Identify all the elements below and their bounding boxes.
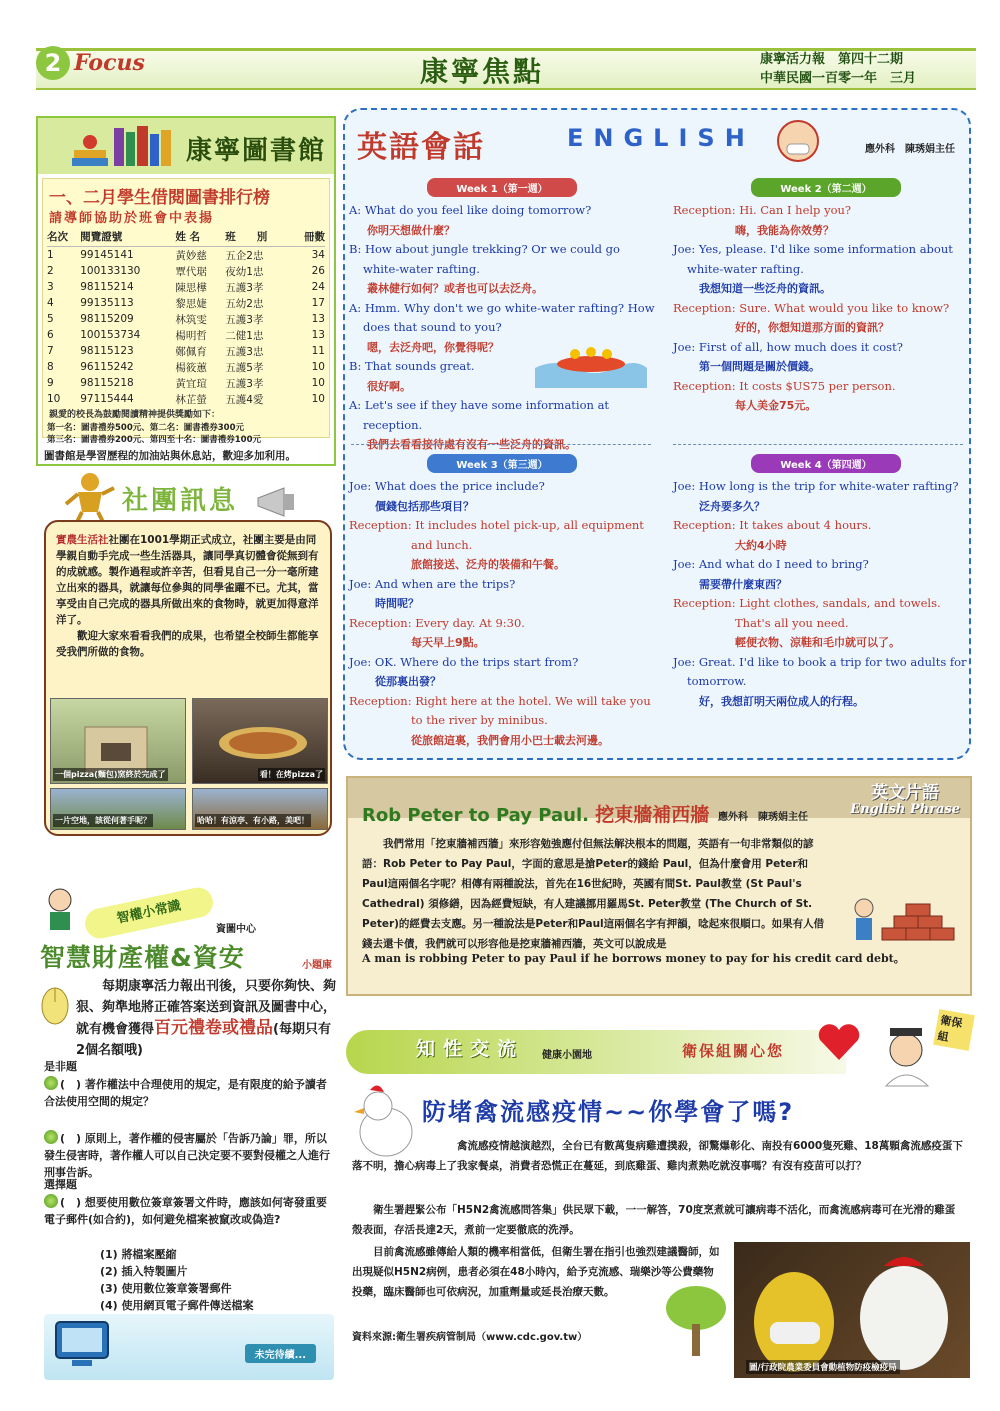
ranking-header-row	[47, 227, 325, 247]
week-3-lines	[349, 477, 655, 750]
ranking-cell: 楊筱蕙	[175, 361, 207, 374]
health-section	[346, 1010, 972, 1388]
dialogue-line: 我想知道一些泛舟的資訊。	[699, 282, 831, 295]
ranking-column-header: 閱覽證號	[80, 227, 175, 247]
dialogue-line: 每天早上9點。	[411, 636, 485, 649]
club-photo-field	[50, 788, 186, 830]
phrase-tag	[850, 784, 960, 817]
photo-caption-2: 看！在烤pizza了	[259, 770, 323, 779]
phrase-title-cn: 挖東牆補西牆	[595, 804, 710, 826]
ranking-cell: 10	[311, 393, 325, 405]
dialogue-line: 你明天想做什麼？	[367, 223, 455, 237]
ranking-cell: 24	[311, 281, 325, 293]
week-2-lines	[673, 201, 979, 416]
ranking-cell: 黎思婕	[175, 297, 207, 310]
phrase-tag-en: English Phrase	[850, 802, 960, 817]
ranking-cell: 97115444	[80, 393, 134, 405]
ranking-column-header: 姓 名	[175, 227, 225, 247]
quiz-author: 小題庫	[302, 960, 332, 971]
ranking-cell: 98115123	[80, 345, 134, 357]
ranking-cell: 10	[311, 377, 325, 389]
week-4-dialogue	[673, 454, 979, 711]
dialogue-line: Reception: Light clothes, sandals, and towels. That's all you need.	[673, 596, 941, 630]
dialogue-line: Joe: OK. Where do the trips start from?	[349, 654, 579, 669]
ranking-cell: 林芷螢	[175, 393, 207, 406]
club-section	[36, 470, 336, 838]
question-2-text: ( ) 原則上，著作權的侵害屬於「告訴乃論」罪，所以發生侵害時，著作權人可以自己決定要不要對侵權之人進行刑事告訴。	[44, 1132, 330, 1179]
focus-label: Focus	[74, 50, 145, 76]
quiz-prize: 百元禮卷或禮品	[154, 1018, 274, 1038]
ranking-cell: 99135113	[80, 297, 134, 309]
week-4-label: Week 4（第四週）	[751, 454, 901, 473]
ranking-cell: 林筑雯	[175, 313, 207, 326]
week-3-label: Week 3（第三週）	[427, 454, 577, 473]
ranking-cell: 鄭佩育	[175, 345, 207, 358]
library-header	[38, 118, 334, 174]
dialogue-line: 嗯，去泛舟吧，你覺得呢？	[367, 340, 499, 354]
ranking-cell: 夜幼1忠	[225, 265, 264, 278]
ranking-cell: 26	[311, 265, 325, 277]
ranking-cell: 五護3孝	[225, 313, 264, 326]
option-4: (4) 使用網頁電子郵件傳送檔案	[100, 1299, 254, 1312]
ranking-table	[47, 227, 325, 407]
ranking-subtitle: 請導師協助於班會中表揚	[49, 211, 215, 226]
question-1-text: ( ) 著作權法中合理使用的規定，是有限度的給予讀者合法使用空間的規定？	[44, 1078, 327, 1108]
quiz-intro-text: 每期康寧活力報出刊後，只要你夠快、夠狠、夠準地將正確答案送到資訊及圖書中心，就有機會獲得	[76, 979, 337, 1037]
photo-credit: 圖/行政院農業委員會動植物防疫檢疫局	[746, 1360, 900, 1374]
ranking-cell: 100153734	[80, 329, 141, 341]
ranking-box	[42, 178, 330, 445]
dialogue-line: 每人美金75元。	[735, 399, 817, 412]
ranking-cell: 五護3忠	[225, 345, 264, 358]
health-paragraph-1: 禽流感疫情越演越烈，全台已有數萬隻病雞遭撲殺，卻驚爆彰化、南投有6000隻死雞、18萬顆禽流感疫蛋下落不明，擔心病毒上了我家餐桌，消費者恐慌正在蔓延，到底雞蛋、雞肉煮熟吃就沒事嗎？有沒有疫苗可以打？	[352, 1140, 963, 1172]
week-4-lines	[673, 477, 979, 711]
quiz-title: 智慧財產權&資安	[40, 943, 245, 972]
week-2-label: Week 2（第二週）	[751, 178, 901, 197]
ranking-cell: 100133130	[80, 265, 141, 277]
cartoon-person-icon	[38, 886, 82, 934]
ranking-row	[47, 263, 325, 279]
library-section	[36, 116, 336, 466]
dialogue-line: Joe: How long is the trip for white-water rafting?	[673, 479, 959, 493]
health-subtitle: 健康小園地	[542, 1050, 592, 1061]
dialogue-line: 好，我想訂明天兩位成人的行程。	[699, 694, 864, 708]
health-badge: 衛保組	[933, 1009, 975, 1051]
phrase-section	[346, 776, 972, 996]
ranking-cell: 11	[311, 345, 325, 357]
ranking-cell: 五護4愛	[225, 393, 264, 406]
club-photo-oven	[50, 698, 186, 784]
english-title: 英語會話	[357, 130, 485, 165]
phrase-last-line: A man is robbing Peter to pay Paul if he borrows money to pay for his credit card debt。	[362, 952, 905, 965]
week-1-label: Week 1（第一週）	[427, 178, 577, 197]
quiz-intro	[76, 976, 336, 1061]
dialogue-line: Reception: Sure. What would you like to know?	[673, 300, 950, 315]
phrase-title-en: Rob Peter to Pay Paul.	[362, 805, 589, 826]
section-title: 康寧焦點	[420, 55, 545, 88]
ranking-row	[47, 295, 325, 311]
dialogue-line: Reception: Every day. At 9:30.	[349, 615, 525, 630]
nurse-cartoon-icon	[876, 1020, 938, 1090]
health-title: 知性交流	[416, 1038, 525, 1060]
face-icon	[775, 118, 821, 164]
ranking-row	[47, 279, 325, 295]
ranking-row	[47, 359, 325, 375]
dialogue-line: 從旅館這裏，我們會用小巴士載去河邊。	[411, 733, 609, 747]
week-divider-left	[351, 444, 651, 445]
dialogue-line: A: Hmm. Why don't we go white-water rafting? How does that sound to you?	[349, 300, 655, 334]
to-be-continued: 未完待續...	[245, 1344, 316, 1363]
library-footer: 圖書館是學習歷程的加油站與休息站，歡迎多加利用。	[44, 450, 296, 462]
dialogue-line: 輕便衣物、涼鞋和毛巾就可以了。	[735, 636, 900, 649]
ranking-cell: 五幼2忠	[225, 297, 264, 310]
ranking-row	[47, 311, 325, 327]
club-name: 實農生活社	[56, 534, 109, 546]
dialogue-line: 從那裏出發？	[375, 675, 441, 688]
dialogue-line: Joe: And when are the trips?	[349, 576, 516, 591]
ranking-column-header: 班 別	[225, 227, 291, 247]
english-author: 應外科 陳琇娟主任	[865, 144, 955, 155]
dialogue-line: Joe: First of all, how much does it cost?	[673, 339, 903, 354]
dialogue-line: 泛舟要多久？	[699, 499, 765, 513]
health-source: 資料來源:衛生署疾病管制局（www.cdc.gov.tw）	[352, 1332, 588, 1343]
page-number: 2	[36, 46, 70, 80]
quiz-intro-note: (每期只有2個名額哦)	[76, 1022, 331, 1058]
gold-figure-icon	[60, 470, 120, 526]
prize-line-2: 第三名：圖書禮券200元、第四至十名：圖書禮券100元	[47, 435, 261, 445]
week-1-dialogue	[349, 178, 655, 455]
ranking-cell: 9	[47, 377, 54, 389]
ranking-cell: 98115209	[80, 313, 134, 325]
week-divider-right	[673, 444, 963, 445]
question-2	[44, 1130, 336, 1181]
ranking-cell: 二健1忠	[225, 329, 264, 342]
dialogue-line: Joe: And what do I need to bring?	[673, 557, 869, 571]
dialogue-line: Reception: Right here at the hotel. We will take you to the river by minibus.	[349, 693, 651, 727]
books-icon	[68, 124, 178, 170]
dialogue-line: Joe: Great. I'd like to book a trip for two adults for tomorrow.	[673, 654, 967, 688]
ranking-cell: 98115218	[80, 377, 134, 389]
photo-caption-4: 哈哈！有涼亭、有小路，美吧！	[197, 816, 309, 825]
bullet-icon	[44, 1194, 58, 1208]
ranking-cell: 3	[47, 281, 54, 293]
club-photo-pizza	[192, 698, 328, 784]
health-slogan: 衛保組關心您	[682, 1042, 785, 1060]
page-header	[0, 0, 1000, 96]
heart-icon	[816, 1022, 862, 1062]
club-title: 社團訊息	[122, 486, 239, 516]
ranking-cell: 10	[47, 393, 61, 405]
option-1: (1) 將檔案壓縮	[100, 1248, 177, 1261]
ranking-cell: 覃代琚	[175, 265, 207, 278]
health-paragraph-3: 目前禽流感雖傳給人類的機率相當低，但衛生署在指引也強烈建議醫師，如出現疑似H5N2病例，患者必須在48小時內，給予克流感、瑞樂沙等公費藥物投藥，臨床醫師也可依病況，加重劑量或延長治療天數。	[352, 1246, 720, 1298]
dialogue-line: A: What do you feel like doing tomorrow?	[349, 203, 592, 217]
quiz-tag: 智權小常識	[82, 885, 215, 941]
tree-icon	[656, 1280, 736, 1360]
option-3: (3) 使用數位簽章簽署郵件	[100, 1282, 232, 1295]
dialogue-line: B: How about jungle trekking? Or we could go white-water rafting.	[349, 242, 620, 276]
true-false-label: 是非題	[44, 1060, 77, 1073]
dialogue-line: 時間呢？	[375, 597, 419, 610]
prize-intro: 親愛的校長為鼓勵閱讀精神提供獎勵如下：	[49, 410, 221, 420]
ranking-title: 一、二月學生借閱圖書排行榜	[49, 188, 270, 208]
dialogue-line: 好的，你想知道那方面的資訊？	[735, 321, 889, 334]
quiz-footer	[44, 1314, 334, 1380]
week-3-dialogue	[349, 454, 655, 750]
multiple-choice-label: 選擇題	[44, 1178, 77, 1191]
question-3-text: ( ) 想要使用數位簽章簽署文件時，應該如何寄發重要電子郵件(如合約)，如何避免檔案被竄改或偽造?	[44, 1196, 327, 1226]
megaphone-icon	[254, 484, 314, 520]
health-headline: 防堵禽流感疫情~~你學會了嗎?	[422, 1098, 795, 1126]
computer-icon	[50, 1318, 114, 1376]
bullet-icon	[44, 1130, 58, 1144]
ranking-cell: 99145141	[80, 249, 134, 261]
club-text	[56, 532, 324, 660]
phrase-title	[362, 800, 709, 827]
ranking-row	[47, 343, 325, 359]
ranking-cell: 楊明哲	[175, 329, 207, 342]
issue-line-2: 中華民國一百零一年 三月	[760, 71, 917, 86]
quiz-source: 資圖中心	[216, 924, 256, 935]
chicken-mask-photo	[734, 1242, 970, 1378]
dialogue-line: 第一個問題是關於價錢。	[699, 360, 820, 373]
ranking-cell: 98115214	[80, 281, 134, 293]
dialogue-line: A: Let's see if they have some information at reception.	[349, 398, 610, 432]
dialogue-line: 我們去看看接待處有沒有一些泛舟的資訊。	[367, 438, 576, 451]
ranking-column-header: 名次	[47, 227, 80, 247]
ranking-cell: 黃妙慈	[175, 249, 207, 262]
ranking-cell: 10	[311, 361, 325, 373]
mouse-icon	[38, 978, 72, 1028]
club-paragraph-2: 歡迎大家來看看我們的成果，也希望全校師生都能享受我們所做的食物。	[56, 630, 319, 658]
dialogue-line: 大約4小時	[735, 538, 787, 552]
ranking-cell: 五護3孝	[225, 377, 264, 390]
dialogue-line: 需要帶什麼東西？	[699, 577, 787, 591]
chickens-illustration	[734, 1242, 970, 1378]
dialogue-line: 叢林健行如何？或者也可以去泛舟。	[367, 282, 543, 295]
dialogue-line: B: That sounds great.	[349, 359, 475, 373]
ranking-cell: 陳思樺	[175, 281, 207, 294]
week-2-dialogue	[673, 178, 979, 416]
dialogue-line: 旅館接送、泛舟的裝備和午餐。	[411, 558, 565, 571]
question-1	[44, 1076, 336, 1110]
ranking-cell: 2	[47, 265, 54, 277]
ranking-column-header: 冊數	[292, 227, 325, 247]
health-paragraph-2: 衛生署趕緊公布「H5N2禽流感問答集」供民眾下載，一一解答，70度烹煮就可讓病毒不活化，而禽流感病毒可在光滑的雞蛋殼表面，存活長達2天，煮前一定要徹底的洗淨。	[352, 1204, 956, 1236]
ranking-cell: 4	[47, 297, 54, 309]
ranking-cell: 8	[47, 361, 54, 373]
ranking-cell: 五護3孝	[225, 281, 264, 294]
ranking-row	[47, 391, 325, 407]
dialogue-line: 很好啊。	[367, 379, 411, 393]
issue-line-1: 康寧活力報 第四十二期	[760, 52, 904, 67]
ranking-cell: 五護5孝	[225, 361, 264, 374]
ranking-cell: 黃宜瑄	[175, 377, 207, 390]
dialogue-line: Joe: Yes, please. I'd like some information about white-water rafting.	[673, 242, 953, 276]
english-section	[343, 108, 971, 760]
dialogue-line: Reception: It includes hotel pick-up, all equipment and lunch.	[349, 518, 644, 552]
question-3	[44, 1194, 336, 1228]
ranking-cell: 5	[47, 313, 54, 325]
ranking-cell: 五企2忠	[225, 249, 264, 262]
dialogue-line: Joe: What does the price include?	[349, 479, 545, 493]
dialogue-line: Reception: It costs $US75 per person.	[673, 378, 896, 393]
option-2: (2) 插入特製圖片	[100, 1265, 188, 1278]
ranking-cell: 17	[311, 297, 325, 309]
club-photo-pavilion	[192, 788, 328, 830]
phrase-tag-cn: 英文片語	[871, 783, 940, 803]
ranking-row	[47, 247, 325, 264]
ranking-body	[47, 247, 325, 408]
bullet-icon	[44, 1076, 58, 1090]
dialogue-line: 價錢包括那些項目？	[375, 499, 474, 513]
brick-wall-illustration	[842, 878, 964, 954]
club-content-box	[44, 520, 332, 836]
ranking-cell: 34	[311, 249, 325, 261]
photo-caption-3: 一片空地，該從何著手呢？	[55, 816, 151, 825]
ranking-cell: 96115242	[80, 361, 134, 373]
ranking-cell: 13	[311, 313, 325, 325]
ranking-row	[47, 375, 325, 391]
ranking-cell: 6	[47, 329, 54, 341]
phrase-author: 應外科 陳琇娟主任	[718, 812, 808, 823]
club-paragraph-1: 社團在1001學期正式成立，社團主要是由同學親自動手完成一些生活器具，讓同學真切體會從無到有的成就感。製作過程或許辛苦，但看見自己一分一毫所建立出來的器具，就讓每位參與的同學雀躍不已。尤其，當享受由自己完成的器具所做出來的食物時，就更加得意洋洋了。	[56, 534, 319, 626]
ranking-cell: 1	[47, 249, 54, 261]
ranking-cell: 13	[311, 329, 325, 341]
library-title: 康寧圖書館	[186, 136, 327, 166]
dialogue-line: Reception: Hi. Can I help you?	[673, 203, 852, 217]
prize-line-1: 第一名：圖書禮券500元、第二名：圖書禮券300元	[47, 423, 244, 433]
issue-info	[760, 50, 916, 88]
phrase-body: 我們常用「挖東牆補西牆」來形容勉強應付但無法解決根本的問題，英語有一句非常類似的諺語：Rob Peter to Pay Paul，字面的意思是搶Peter的錢給 Paul，但為什麼會用 Peter和Paul這兩個名字呢？相傳有兩種說法，首先在16世紀時，英國有間St. Paul教堂 (St Paul's Cathedral) 須修繕，因為經費短缺，有人建議挪用羅馬St. Peter教堂 (The Church of St. Peter)的經費去支應。另一種說法是Peter和Paul這兩個名字有押韻，唸起來很順口。如果有人借錢去還卡債，我們就可以形容他是挖東牆補西牆，英文可以說成是	[362, 838, 825, 950]
ranking-row	[47, 327, 325, 343]
english-word: ENGLISH	[567, 124, 755, 152]
photo-caption-1: 一個pizza(麵包)窯終於完成了	[55, 770, 166, 779]
dialogue-line: Reception: It takes about 4 hours.	[673, 518, 872, 532]
dialogue-line: 嗨，我能為你效勞？	[735, 223, 834, 237]
ranking-cell: 7	[47, 345, 54, 357]
rafting-illustration	[535, 328, 647, 388]
ip-quiz-section	[36, 886, 336, 1386]
